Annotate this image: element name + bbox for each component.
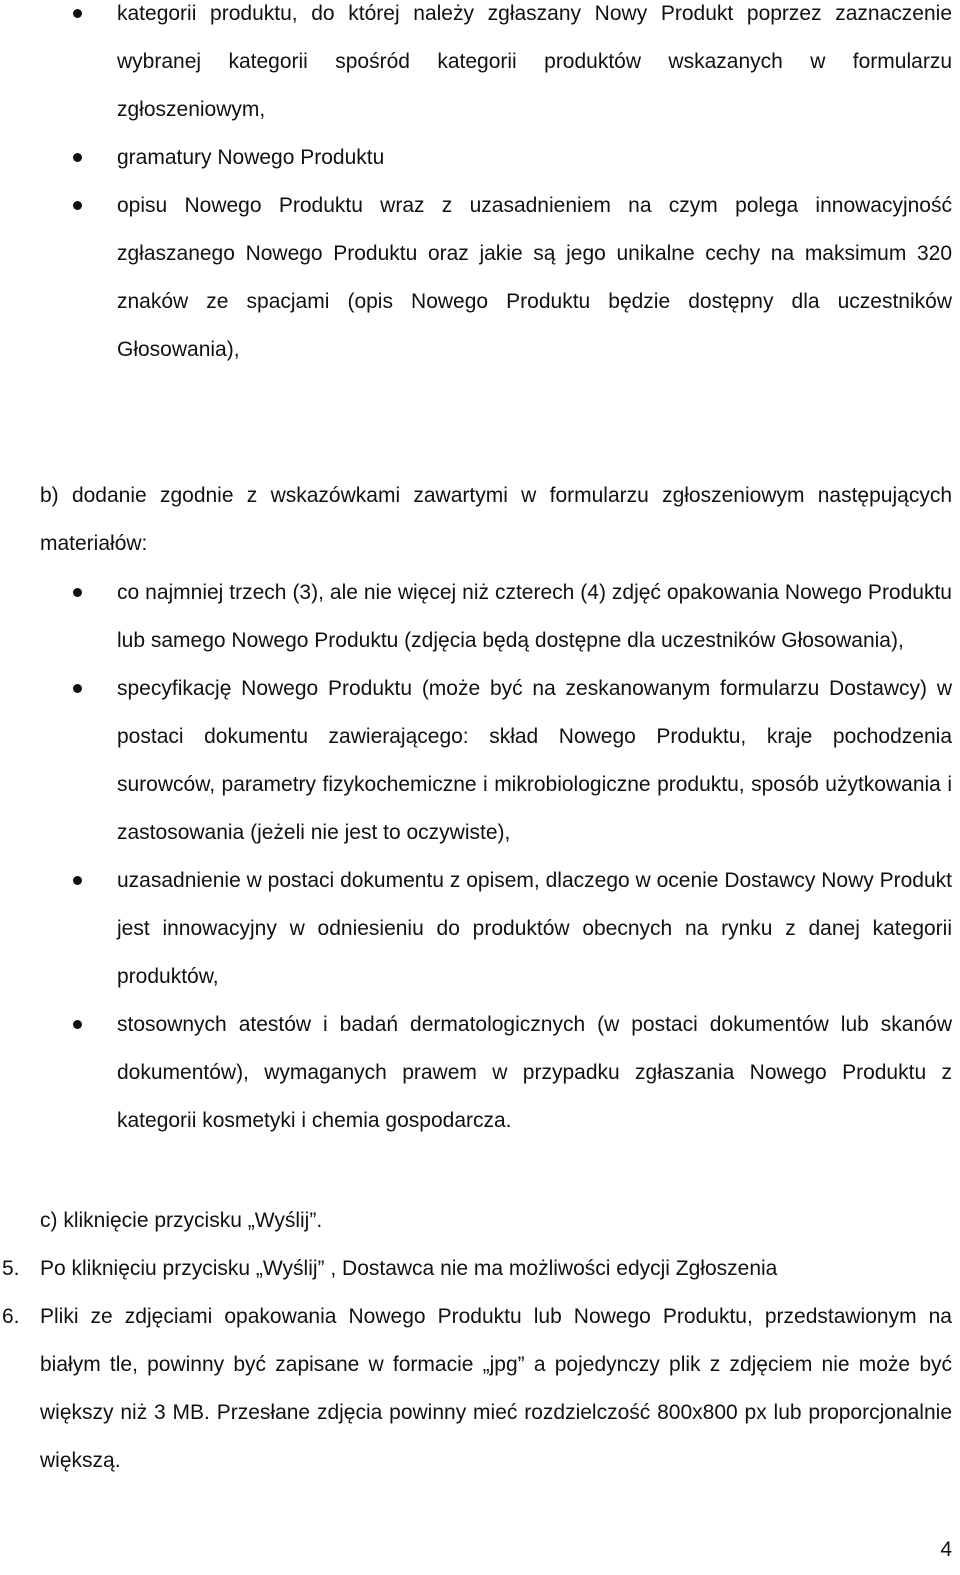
section-c: c) kliknięcie przycisku „Wyślij”.	[40, 1209, 323, 1232]
point-6	[0, 1293, 960, 1485]
page-number: 4	[940, 1538, 952, 1561]
point-number: 6.	[2, 1305, 20, 1328]
point-5	[0, 1245, 960, 1293]
list-item: kategorii produktu, do której należy zgłaszany Nowy Produkt poprzez zaznaczenie wybranej kategorii spośród kategorii produktów wskazanych w formularzu zgłoszeniowym,	[0, 0, 960, 134]
list-item: specyfikację Nowego Produktu (może być na zeskanowanym formularzu Dostawcy) w postaci dokumentu zawierającego: skład Nowego Produktu, kraje pochodzenia surowców, parametry fizykochemiczne i mikrobiologiczne produktu, sposób użytkowania i zastosowania (jeżeli nie jest to oczywiste),	[0, 665, 960, 857]
list-item: co najmniej trzech (3), ale nie więcej niż czterech (4) zdjęć opakowania Nowego Produktu lub samego Nowego Produktu (zdjęcia będą dostępne dla uczestników Głosowania),	[0, 569, 960, 665]
section-a-list	[0, 0, 960, 374]
section-b-list	[0, 569, 960, 1145]
section-b-intro: b) dodanie zgodnie z wskazówkami zawartymi w formularzu zgłoszeniowym następujących materiałów:	[40, 484, 952, 555]
list-item: gramatury Nowego Produktu	[0, 134, 960, 182]
list-item: uzasadnienie w postaci dokumentu z opisem, dlaczego w ocenie Dostawcy Nowy Produkt jest innowacyjny w odniesieniu do produktów obecnych na rynku z danej kategorii produktów,	[0, 857, 960, 1001]
point-text: Po kliknięciu przycisku „Wyślij” , Dostawca nie ma możliwości edycji Zgłoszenia	[40, 1257, 778, 1280]
list-item: stosownych atestów i badań dermatologicznych (w postaci dokumentów lub skanów dokumentów), wymaganych prawem w przypadku zgłaszania Nowego Produktu z kategorii kosmetyki i chemia gospodarcza.	[0, 1001, 960, 1145]
point-number: 5.	[2, 1257, 20, 1280]
point-text: Pliki ze zdjęciami opakowania Nowego Produktu lub Nowego Produktu, przedstawionym na białym tle, powinny być zapisane w formacie „jpg” a pojedynczy plik z zdjęciem nie może być większy niż 3 MB. Przesłane zdjęcia powinny mieć rozdzielczość 800x800 px lub proporcjonalnie większą.	[40, 1305, 952, 1472]
list-item: opisu Nowego Produktu wraz z uzasadnieniem na czym polega innowacyjność zgłaszanego Nowego Produktu oraz jakie są jego unikalne cechy na maksimum 320 znaków ze spacjami (opis Nowego Produktu będzie dostępny dla uczestników Głosowania),	[0, 182, 960, 374]
